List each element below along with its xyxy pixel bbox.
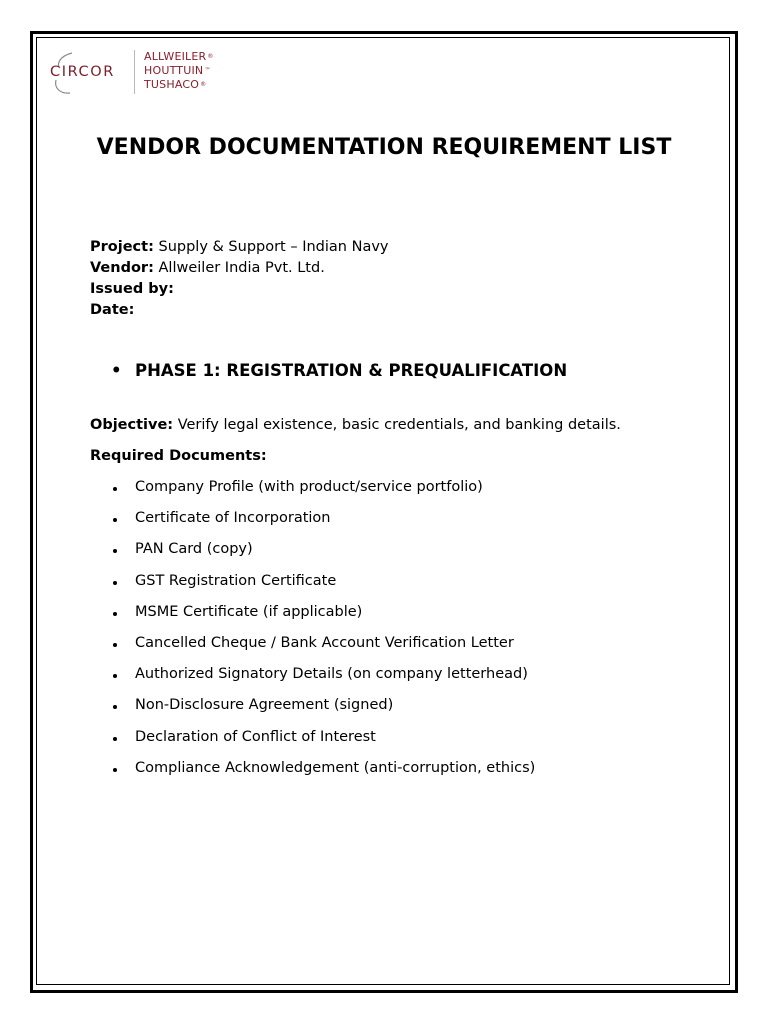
meta-project-label: Project: [90, 239, 154, 255]
required-documents-heading: Required Documents: [90, 448, 267, 464]
objective-label: Objective: [90, 417, 174, 433]
list-item: Non-Disclosure Agreement (signed) [110, 697, 535, 728]
phase-heading [111, 361, 567, 380]
phase-bullet: • [111, 361, 122, 380]
bullet-icon [113, 581, 117, 585]
logo-brands [144, 50, 214, 92]
meta-project [90, 237, 389, 258]
meta-vendor-label: Vendor: [90, 260, 154, 276]
phase-heading-text: PHASE 1: REGISTRATION & PREQUALIFICATION [135, 361, 568, 380]
logo-brand-tushaco: TUSHACO® [144, 78, 207, 91]
bullet-icon [113, 768, 117, 772]
logo-brand-allweiler: ALLWEILER® [144, 50, 214, 63]
list-item: Declaration of Conflict of Interest [110, 729, 535, 760]
bullet-icon [113, 487, 117, 491]
meta-vendor-value: Allweiler India Pvt. Ltd. [153, 260, 325, 276]
meta-project-value: Supply & Support – Indian Navy [153, 239, 389, 255]
list-item: Cancelled Cheque / Bank Account Verification Letter [110, 635, 535, 666]
bullet-icon [113, 549, 117, 553]
bullet-icon [113, 674, 117, 678]
objective [90, 417, 621, 433]
logo-brand-houttuin: HOUTTUIN™ [144, 64, 211, 77]
meta-date [90, 300, 389, 321]
required-documents-list [110, 479, 535, 791]
list-item: Compliance Acknowledgement (anti-corruption, ethics) [110, 760, 535, 791]
company-logo [50, 50, 250, 98]
list-item: Authorized Signatory Details (on company letterhead) [110, 666, 535, 697]
list-item: MSME Certificate (if applicable) [110, 604, 535, 635]
meta-issued-by [90, 279, 389, 300]
list-item: Company Profile (with product/service portfolio) [110, 479, 535, 510]
bullet-icon [113, 518, 117, 522]
logo-divider [134, 50, 135, 94]
list-item: Certificate of Incorporation [110, 510, 535, 541]
meta-vendor [90, 258, 389, 279]
objective-text: Verify legal existence, basic credentials, and banking details. [173, 417, 621, 433]
list-item: PAN Card (copy) [110, 541, 535, 572]
meta-issued-by-label: Issued by: [90, 281, 174, 297]
list-item: GST Registration Certificate [110, 573, 535, 604]
document-meta [90, 237, 389, 321]
bullet-icon [113, 612, 117, 616]
bullet-icon [113, 705, 117, 709]
bullet-icon [113, 737, 117, 741]
meta-date-label: Date: [90, 302, 135, 318]
document-title: VENDOR DOCUMENTATION REQUIREMENT LIST [96, 135, 672, 160]
logo-company-name: CIRCOR [50, 64, 115, 80]
bullet-icon [113, 643, 117, 647]
